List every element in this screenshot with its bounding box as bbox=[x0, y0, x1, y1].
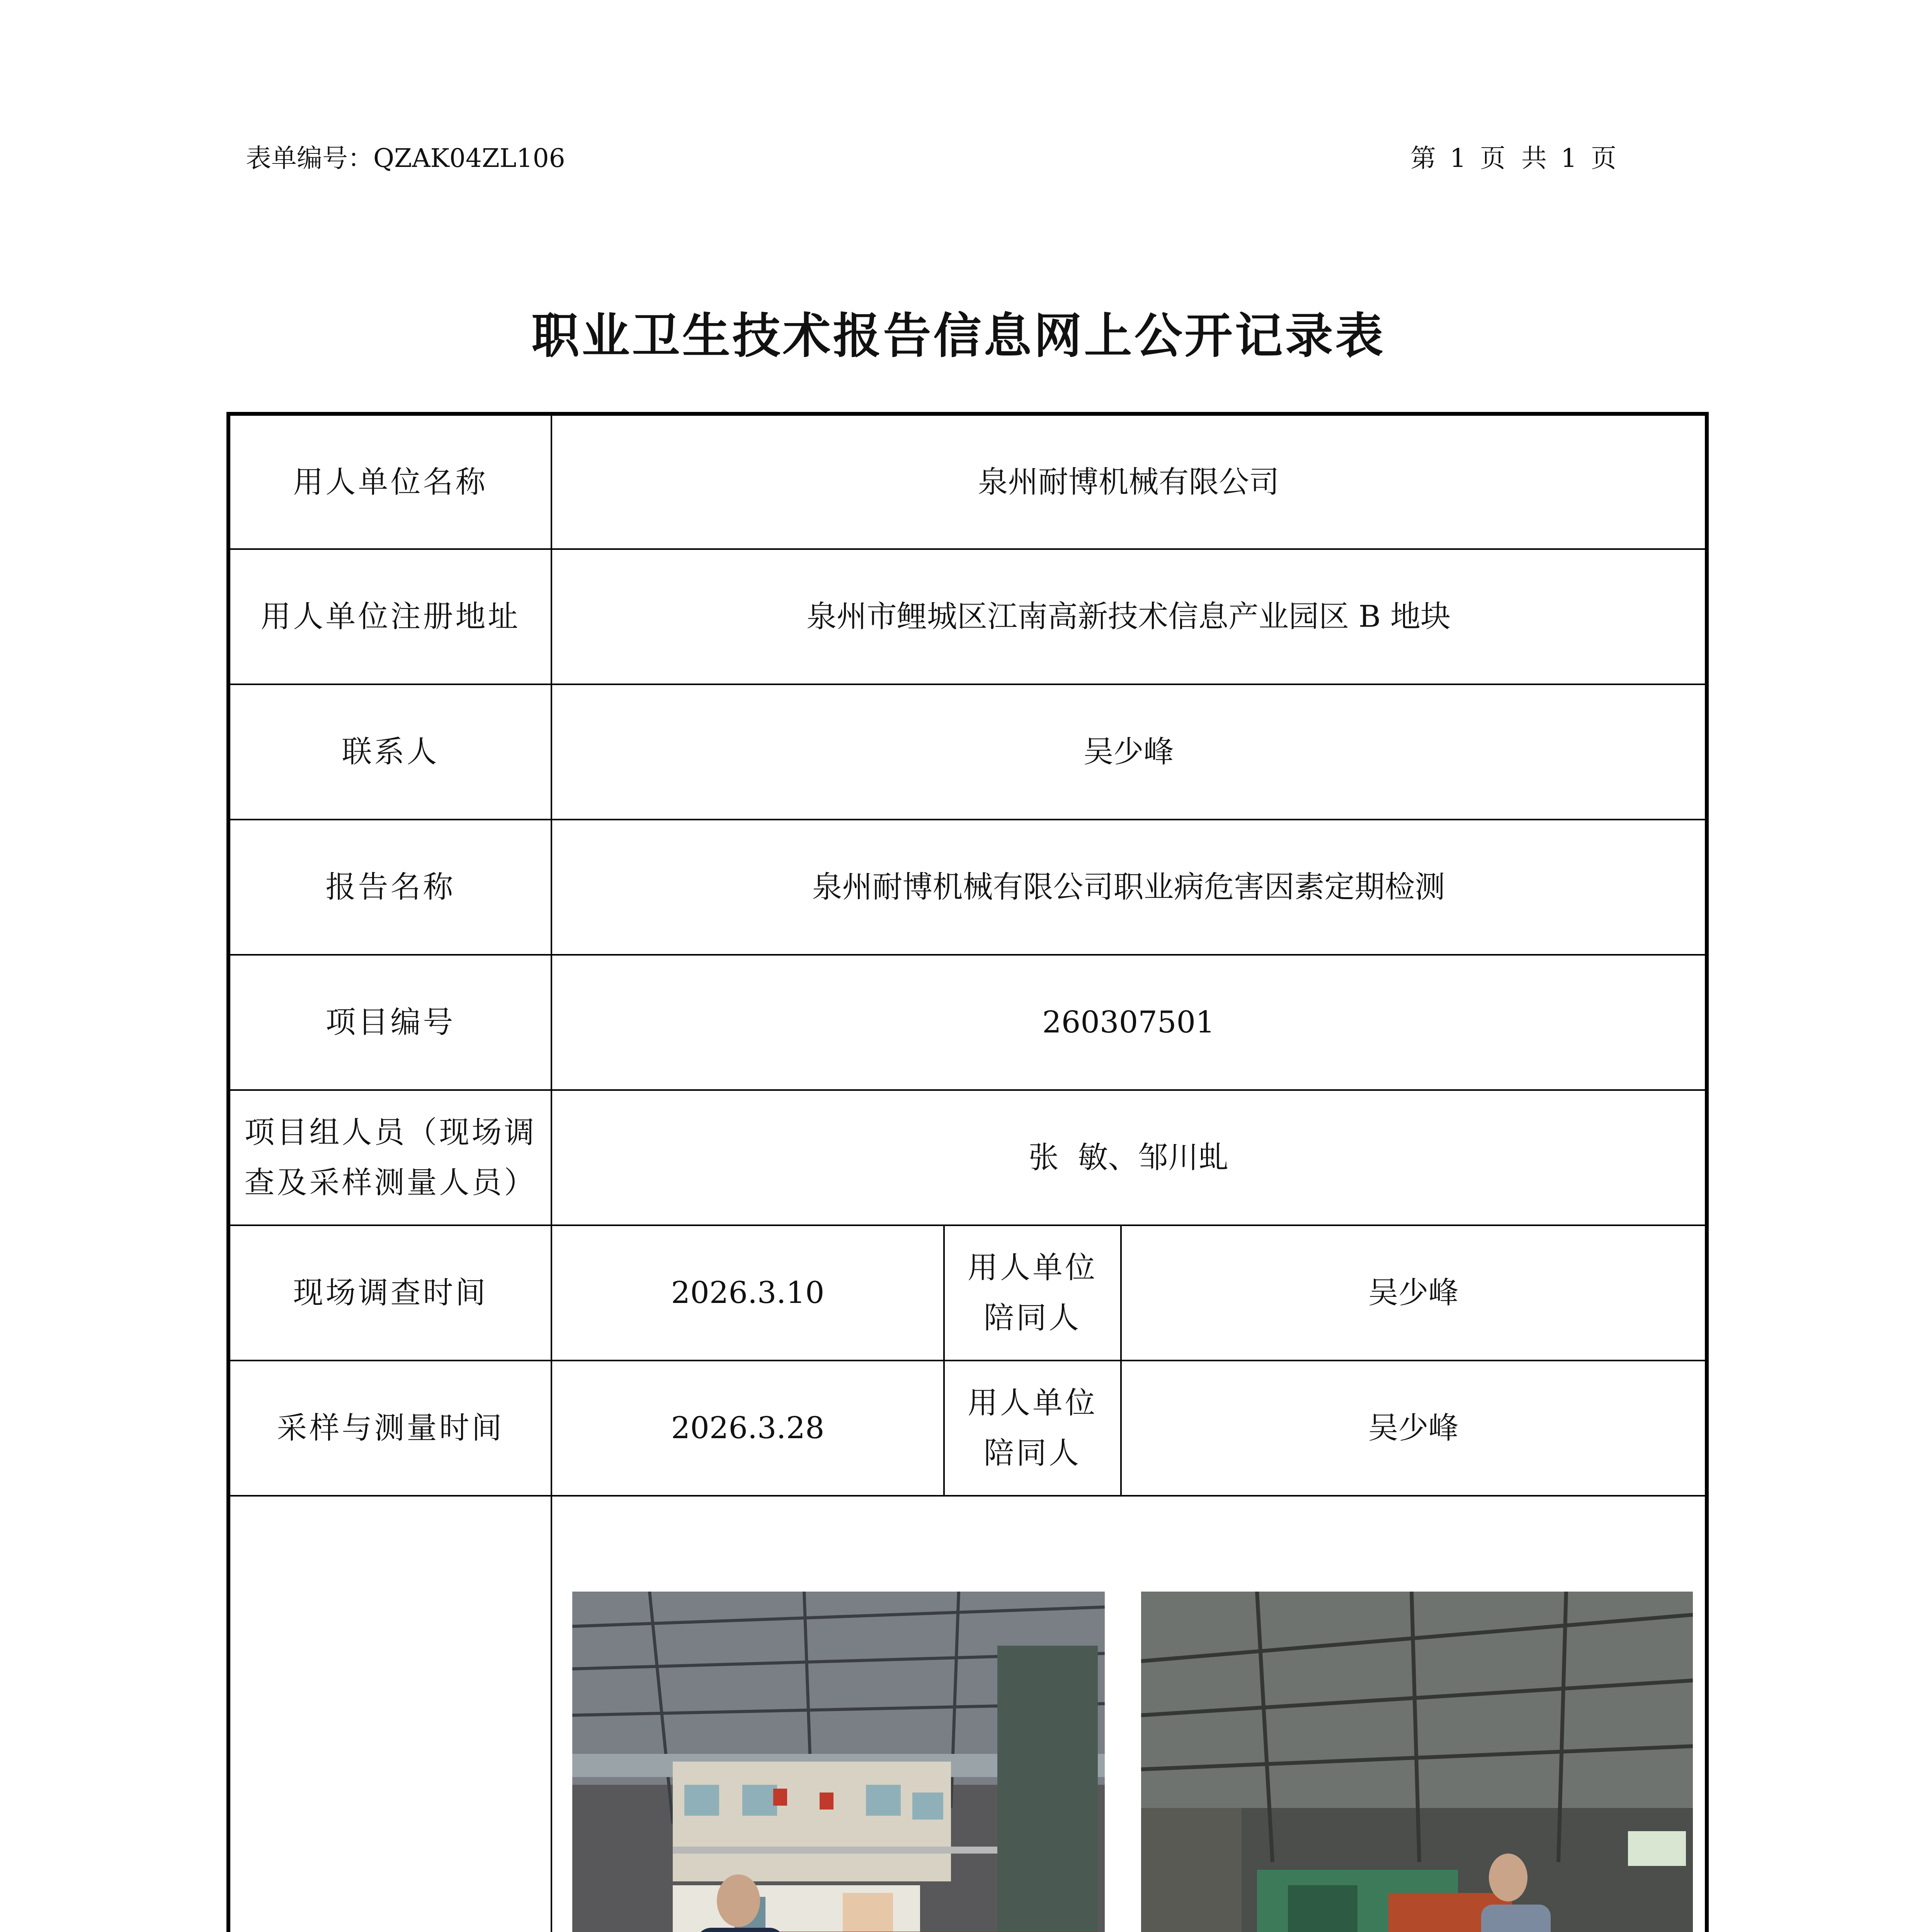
survey-accompany-label-line2: 陪同人 bbox=[983, 1301, 1081, 1335]
site-photos bbox=[552, 1497, 1705, 1932]
project-team-label-line2: 查及采样测量人员） bbox=[244, 1165, 537, 1200]
employer-address-value: 泉州市鲤城区江南高新技术信息产业园区 B 地块 bbox=[551, 549, 1707, 684]
project-team-label-line1: 项目组人员（现场调 bbox=[244, 1115, 537, 1150]
sampling-accompany-value: 吴少峰 bbox=[1121, 1361, 1707, 1496]
sampling-accompany-label-line1: 用人单位 bbox=[967, 1386, 1097, 1420]
project-number-label: 项目编号 bbox=[228, 955, 551, 1090]
page-current: 1 bbox=[1450, 143, 1470, 173]
sampling-time-label: 采样与测量时间 bbox=[228, 1361, 551, 1496]
row-employer-address bbox=[228, 549, 1707, 684]
survey-time-value: 2026.3.10 bbox=[551, 1225, 944, 1361]
sampling-accompany-label bbox=[944, 1361, 1121, 1496]
survey-accompany-value: 吴少峰 bbox=[1121, 1225, 1707, 1361]
page-mid: 页 共 bbox=[1480, 143, 1551, 173]
form-number: 表单编号：QZAK04ZL106 bbox=[246, 143, 565, 173]
row-project-team bbox=[228, 1090, 1707, 1225]
row-employer-name bbox=[228, 414, 1707, 549]
site-photos-cell bbox=[551, 1496, 1707, 1932]
report-name-label: 报告名称 bbox=[228, 820, 551, 955]
employer-name-label: 用人单位名称 bbox=[228, 414, 551, 549]
site-photo-sawing-image bbox=[572, 1592, 1105, 1932]
row-project-number bbox=[228, 955, 1707, 1090]
site-photo-sawing-workshop bbox=[572, 1592, 1105, 1932]
page-prefix: 第 bbox=[1410, 143, 1440, 173]
row-sampling-time bbox=[228, 1361, 1707, 1496]
survey-accompany-label bbox=[944, 1225, 1121, 1361]
page-total: 1 bbox=[1560, 143, 1581, 173]
contact-label: 联系人 bbox=[228, 684, 551, 820]
survey-accompany-label-line1: 用人单位 bbox=[967, 1250, 1097, 1285]
sampling-accompany-label-line2: 陪同人 bbox=[983, 1436, 1081, 1471]
row-survey-time bbox=[228, 1225, 1707, 1361]
survey-time-label: 现场调查时间 bbox=[228, 1225, 551, 1361]
page-indicator bbox=[1410, 138, 1620, 174]
page-suffix: 页 bbox=[1590, 143, 1620, 173]
record-table bbox=[226, 412, 1709, 1932]
sampling-time-value: 2026.3.28 bbox=[551, 1361, 944, 1496]
site-photo-grinding-workshop bbox=[1141, 1592, 1693, 1932]
site-photo-grinding-image bbox=[1141, 1592, 1693, 1932]
project-number-value: 260307501 bbox=[551, 955, 1707, 1090]
employer-name-value: 泉州耐博机械有限公司 bbox=[551, 414, 1707, 549]
employer-address-label: 用人单位注册地址 bbox=[228, 549, 551, 684]
row-site-photos bbox=[228, 1496, 1707, 1932]
page-title: 职业卫生技术报告信息网上公开记录表 bbox=[531, 308, 1386, 364]
project-team-value: 张 敏、邹川虬 bbox=[551, 1090, 1707, 1225]
row-contact bbox=[228, 684, 1707, 820]
site-photos-label bbox=[228, 1496, 551, 1932]
report-name-value: 泉州耐博机械有限公司职业病危害因素定期检测 bbox=[551, 820, 1707, 955]
project-team-label bbox=[228, 1090, 551, 1225]
contact-value: 吴少峰 bbox=[551, 684, 1707, 820]
row-report-name bbox=[228, 820, 1707, 955]
